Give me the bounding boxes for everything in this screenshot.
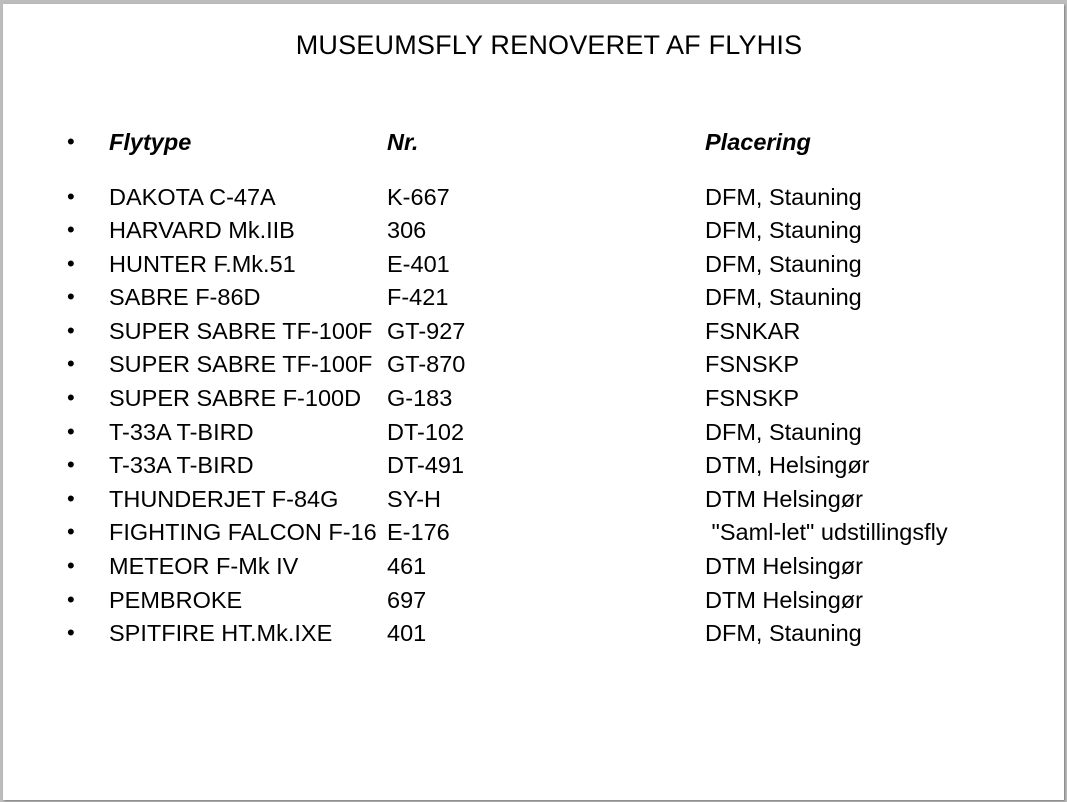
bullet-icon: • xyxy=(67,251,75,276)
aircraft-type: THUNDERJET F-84G xyxy=(109,486,339,512)
aircraft-nr: 401 xyxy=(387,620,427,646)
aircraft-type: SUPER SABRE TF-100F xyxy=(109,351,373,377)
header-type: Flytype xyxy=(109,129,192,155)
list-item xyxy=(3,251,1064,285)
bullet-icon: • xyxy=(67,184,75,209)
aircraft-type: T-33A T-BIRD xyxy=(109,452,254,478)
bullet-icon: • xyxy=(67,351,75,376)
header-nr: Nr. xyxy=(387,129,419,155)
list-header xyxy=(3,129,1064,163)
aircraft-location: DFM, Stauning xyxy=(705,217,862,243)
aircraft-nr: DT-102 xyxy=(387,419,465,445)
slide-title: MUSEUMSFLY RENOVERET AF FLYHIS xyxy=(295,30,803,60)
bullet-icon: • xyxy=(67,620,75,645)
aircraft-type: SUPER SABRE F-100D xyxy=(109,385,362,411)
list-item xyxy=(3,385,1064,419)
list-item xyxy=(3,284,1064,318)
slide xyxy=(3,4,1064,800)
aircraft-type: T-33A T-BIRD xyxy=(109,419,254,445)
bullet-icon: • xyxy=(67,519,75,544)
bullet-icon: • xyxy=(67,284,75,309)
list-item xyxy=(3,587,1064,621)
aircraft-type: PEMBROKE xyxy=(109,587,243,613)
aircraft-location: "Saml-let" udstillingsfly xyxy=(705,519,948,545)
aircraft-location: FSNSKP xyxy=(705,385,800,411)
list-item xyxy=(3,486,1064,520)
aircraft-nr: 306 xyxy=(387,217,427,243)
aircraft-nr: 697 xyxy=(387,587,427,613)
list-item xyxy=(3,351,1064,385)
aircraft-nr: GT-870 xyxy=(387,351,466,377)
aircraft-location: DFM, Stauning xyxy=(705,251,862,277)
list-item xyxy=(3,620,1064,654)
list-item xyxy=(3,452,1064,486)
aircraft-type: HUNTER F.Mk.51 xyxy=(109,251,296,277)
aircraft-location: DTM Helsingør xyxy=(705,587,863,613)
list-item xyxy=(3,519,1064,553)
aircraft-location: FSNKAR xyxy=(705,318,801,344)
bullet-icon: • xyxy=(67,217,75,242)
aircraft-nr: G-183 xyxy=(387,385,453,411)
aircraft-nr: E-401 xyxy=(387,251,450,277)
bullet-icon: • xyxy=(67,129,75,154)
bullet-icon: • xyxy=(67,486,75,511)
bullet-icon: • xyxy=(67,553,75,578)
aircraft-location: DFM, Stauning xyxy=(705,284,862,310)
bullet-icon: • xyxy=(67,419,75,444)
aircraft-nr: DT-491 xyxy=(387,452,465,478)
bullet-icon: • xyxy=(67,587,75,612)
aircraft-type: DAKOTA C-47A xyxy=(109,184,276,210)
aircraft-location: DFM, Stauning xyxy=(705,184,862,210)
aircraft-nr: K-667 xyxy=(387,184,450,210)
aircraft-list xyxy=(3,4,1064,800)
aircraft-type: FIGHTING FALCON F-16 xyxy=(109,519,377,545)
aircraft-type: SUPER SABRE TF-100F xyxy=(109,318,373,344)
list-item xyxy=(3,184,1064,218)
aircraft-nr: 461 xyxy=(387,553,427,579)
aircraft-type: SPITFIRE HT.Mk.IXE xyxy=(109,620,333,646)
aircraft-nr: E-176 xyxy=(387,519,450,545)
aircraft-type: METEOR F-Mk IV xyxy=(109,553,299,579)
list-item xyxy=(3,553,1064,587)
bullet-icon: • xyxy=(67,452,75,477)
aircraft-type: SABRE F-86D xyxy=(109,284,261,310)
aircraft-location: DTM, Helsingør xyxy=(705,452,870,478)
header-location: Placering xyxy=(705,129,811,155)
aircraft-location: DTM Helsingør xyxy=(705,553,863,579)
list-item xyxy=(3,419,1064,453)
aircraft-location: DTM Helsingør xyxy=(705,486,863,512)
bullet-icon: • xyxy=(67,318,75,343)
aircraft-nr: SY-H xyxy=(387,486,441,512)
aircraft-location: FSNSKP xyxy=(705,351,800,377)
aircraft-nr: F-421 xyxy=(387,284,449,310)
list-item xyxy=(3,318,1064,352)
aircraft-location: DFM, Stauning xyxy=(705,419,862,445)
aircraft-type: HARVARD Mk.IIB xyxy=(109,217,295,243)
aircraft-location: DFM, Stauning xyxy=(705,620,862,646)
aircraft-nr: GT-927 xyxy=(387,318,466,344)
list-item xyxy=(3,217,1064,251)
bullet-icon: • xyxy=(67,385,75,410)
